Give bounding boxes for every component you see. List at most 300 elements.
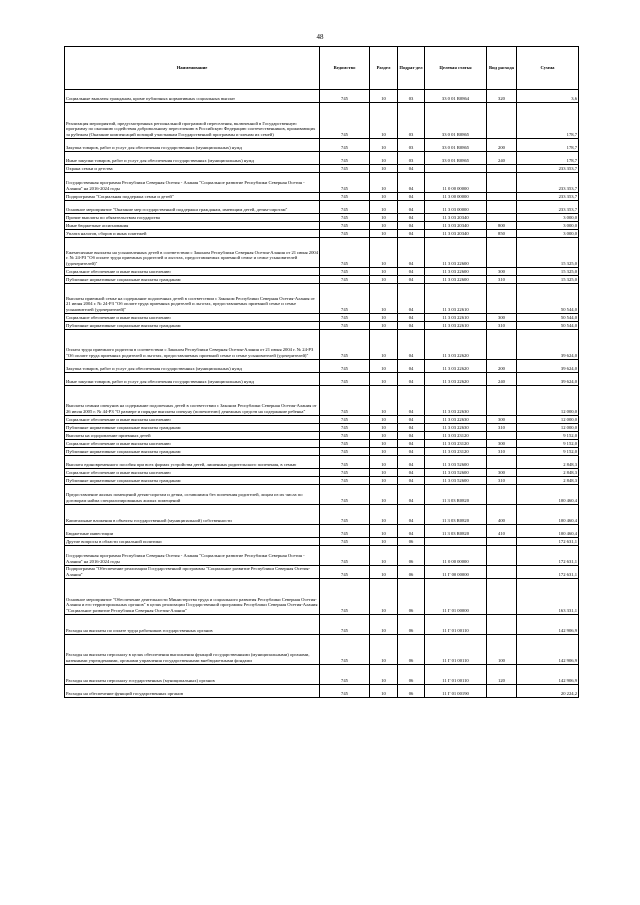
cell-name: Закупка товаров, работ и услуг для обеспечения государственных (муниципальных) нужд (65, 360, 320, 373)
cell-rz: 10 (370, 456, 398, 469)
cell-ved: 745 (320, 90, 370, 103)
cell-name: Охрана семьи и детства (65, 165, 320, 173)
table-row (65, 330, 579, 360)
cell-ved: 745 (320, 201, 370, 214)
cell-pr: 04 (398, 485, 425, 505)
cell-pr: 03 (398, 139, 425, 152)
cell-sum: 3 000,0 (517, 230, 579, 238)
cell-name: Оплата труда приемного родителя в соответствии с Законом Республики Северная Осетия-Алания от 21 июня 2004 г. № 24-РЗ "Об оплате труда приемных родителей и льготах, предоставляемых приемной семье и семье усыновителей (удочерителей)" (65, 330, 320, 360)
cell-ved: 745 (320, 386, 370, 416)
cell-name: Публичные нормативные социальные выплаты гражданам (65, 424, 320, 432)
cell-ved: 745 (320, 373, 370, 386)
cell-ved: 745 (320, 103, 370, 139)
table-row (65, 139, 579, 152)
cell-sum: 100 460,4 (517, 485, 579, 505)
cell-name: Государственная программа Республики Северная Осетия - Алания "Социальное развитие Республики Северная Осетия - Алания" на 2016-2024 годы (65, 173, 320, 193)
cell-rz: 10 (370, 276, 398, 284)
cell-sum: 3,6 (517, 90, 579, 103)
cell-pr: 06 (398, 665, 425, 685)
cell-sum: 178,7 (517, 139, 579, 152)
cell-csr (425, 538, 487, 546)
table-row (65, 469, 579, 477)
cell-csr: 11 3 03 52600 (425, 469, 487, 477)
cell-name: Расходы на выплаты персоналу в целях обеспечения выполнения функций государственными (муниципальными) органами, казенными учреждениями, органами управления государственными внебюджетными фондами (65, 635, 320, 665)
cell-name: Закупка товаров, работ и услуг для обеспечения государственных (муниципальных) нужд (65, 139, 320, 152)
cell-vr (487, 538, 517, 546)
cell-rz: 10 (370, 665, 398, 685)
table-row (65, 276, 579, 284)
cell-rz: 10 (370, 477, 398, 485)
cell-sum: 39 624,0 (517, 373, 579, 386)
cell-vr: 300 (487, 440, 517, 448)
cell-rz: 10 (370, 448, 398, 456)
table-row (65, 90, 579, 103)
cell-name: Ежемесячные выплаты на усыновленных детей в соответствии с Законом Республики Северная Осетия-Алания от 21 июня 2004 г. № 24-РЗ "Об оплате труда приемных родителей и льготах, предоставляемых приемной семье и семье усыновителей (удочерителей)" (65, 238, 320, 268)
cell-pr: 04 (398, 268, 425, 276)
cell-name: Расходы на выплаты по оплате труда работников государственных органов (65, 615, 320, 635)
cell-rz: 10 (370, 173, 398, 193)
cell-sum: 233 353,7 (517, 193, 579, 201)
cell-rz: 10 (370, 432, 398, 440)
header-sum: Сумма (517, 47, 579, 90)
cell-ved: 745 (320, 456, 370, 469)
cell-ved: 745 (320, 525, 370, 538)
cell-vr (487, 456, 517, 469)
cell-pr: 03 (398, 90, 425, 103)
cell-csr: 11 3 03 22620 (425, 360, 487, 373)
cell-vr: 800 (487, 222, 517, 230)
table-row (65, 416, 579, 424)
cell-name: Иные бюджетные ассигнования (65, 222, 320, 230)
table-row (65, 152, 579, 165)
cell-csr: 11 0 00 00000 (425, 546, 487, 566)
cell-ved: 745 (320, 635, 370, 665)
cell-vr: 400 (487, 505, 517, 525)
cell-ved: 745 (320, 615, 370, 635)
cell-csr: 11 3 03 22610 (425, 284, 487, 314)
cell-csr: 11 3 03 23120 (425, 440, 487, 448)
table-row (65, 538, 579, 546)
table-header-row (65, 47, 579, 90)
cell-vr: 300 (487, 469, 517, 477)
cell-ved: 745 (320, 440, 370, 448)
cell-ved: 745 (320, 432, 370, 440)
table-row (65, 268, 579, 276)
cell-name: Выплаты на оздоровление приемных детей (65, 432, 320, 440)
cell-vr (487, 566, 517, 579)
cell-name: Социальное обеспечение и иные выплаты населению (65, 314, 320, 322)
cell-pr: 04 (398, 193, 425, 201)
cell-name: Реализация мероприятий, предусмотренных региональной программой переселения, включенной в Государственную программу по оказанию содействия добровольному переселению в Российскую Федерацию соотечественников, проживающих за рубежом (Оказание компенсаций позиций участникам Государственной программы и членам их семей) (65, 103, 320, 139)
cell-vr: 310 (487, 424, 517, 432)
cell-csr: 11 3 03 20340 (425, 230, 487, 238)
cell-sum: 15 325,0 (517, 276, 579, 284)
cell-name: Социальные выплаты гражданам, кроме публичных нормативных социальных выплат (65, 90, 320, 103)
cell-csr: 11 3 03 R0820 (425, 505, 487, 525)
cell-vr: 100 (487, 635, 517, 665)
cell-rz: 10 (370, 538, 398, 546)
cell-pr: 04 (398, 505, 425, 525)
cell-name: Подпрограмма "Обеспечение реализации Государственной программы "Социальное развитие Республики Северная Осетия-Алания" (65, 566, 320, 579)
cell-pr: 06 (398, 566, 425, 579)
cell-sum: 39 624,0 (517, 360, 579, 373)
cell-rz: 10 (370, 635, 398, 665)
header-ved: Ведомство (320, 47, 370, 90)
cell-name: Социальное обеспечение и иные выплаты населению (65, 469, 320, 477)
budget-table (64, 46, 579, 698)
table-row (65, 165, 579, 173)
cell-ved: 745 (320, 416, 370, 424)
cell-ved: 745 (320, 579, 370, 615)
cell-csr: 11 3 03 22620 (425, 330, 487, 360)
cell-pr: 06 (398, 546, 425, 566)
cell-ved: 745 (320, 173, 370, 193)
cell-sum: 100 460,4 (517, 525, 579, 538)
cell-ved: 745 (320, 685, 370, 698)
cell-pr: 04 (398, 456, 425, 469)
cell-rz: 10 (370, 165, 398, 173)
cell-ved: 745 (320, 276, 370, 284)
cell-sum: 172 631,1 (517, 566, 579, 579)
table-row (65, 505, 579, 525)
cell-vr: 240 (487, 373, 517, 386)
cell-vr: 240 (487, 152, 517, 165)
table-row (65, 546, 579, 566)
cell-rz: 10 (370, 440, 398, 448)
cell-csr: 11 Г 01 00000 (425, 579, 487, 615)
table-row (65, 635, 579, 665)
cell-pr: 04 (398, 432, 425, 440)
cell-vr: 300 (487, 268, 517, 276)
cell-pr: 04 (398, 322, 425, 330)
cell-rz: 10 (370, 373, 398, 386)
cell-rz: 10 (370, 685, 398, 698)
cell-rz: 10 (370, 238, 398, 268)
table-row (65, 238, 579, 268)
cell-sum: 9 152,0 (517, 448, 579, 456)
table-row (65, 103, 579, 139)
cell-csr: 11 Г 01 00110 (425, 635, 487, 665)
cell-sum: 100 460,4 (517, 505, 579, 525)
cell-ved: 745 (320, 165, 370, 173)
cell-ved: 745 (320, 424, 370, 432)
cell-vr (487, 330, 517, 360)
header-vr: Вид расхода (487, 47, 517, 90)
cell-name: Предоставление жилых помещений детям-сиротам и детям, оставшимся без попечения родителей, лицам из их числа по договорам найма специализированных жилых помещений (65, 485, 320, 505)
table-row (65, 193, 579, 201)
cell-pr: 03 (398, 152, 425, 165)
table-row (65, 685, 579, 698)
cell-sum: 172 631,1 (517, 546, 579, 566)
cell-name: Выплаты приемной семье на содержание подопечных детей в соответствии с Законом Республики Северная Осетия-Алания от 21 июня 2004 г. № 24-РЗ "Об оплате труда приемных родителей и льготах, предоставляемых приемной семье и семье усыновителей (удочерителей)" (65, 284, 320, 314)
cell-csr: 33 0 01 R0864 (425, 90, 487, 103)
cell-csr: 11 3 03 R0820 (425, 525, 487, 538)
table-row (65, 665, 579, 685)
cell-pr: 04 (398, 314, 425, 322)
cell-ved: 745 (320, 538, 370, 546)
cell-sum: 50 544,0 (517, 284, 579, 314)
cell-rz: 10 (370, 424, 398, 432)
cell-name: Публичные нормативные социальные выплаты гражданам (65, 276, 320, 284)
cell-vr (487, 432, 517, 440)
cell-sum: 142 906,9 (517, 615, 579, 635)
table-row (65, 440, 579, 448)
cell-pr: 06 (398, 615, 425, 635)
cell-csr: 11 3 03 00000 (425, 201, 487, 214)
cell-sum: 233 353,7 (517, 165, 579, 173)
cell-rz: 10 (370, 322, 398, 330)
cell-csr: 11 Г 01 00110 (425, 665, 487, 685)
cell-pr: 04 (398, 330, 425, 360)
table-row (65, 485, 579, 505)
cell-ved: 745 (320, 477, 370, 485)
cell-csr: 11 3 03 22620 (425, 373, 487, 386)
cell-name: Публичные нормативные социальные выплаты гражданам (65, 448, 320, 456)
table-row (65, 322, 579, 330)
cell-sum: 9 152,0 (517, 432, 579, 440)
cell-sum: 172 631,1 (517, 538, 579, 546)
cell-csr: 11 Г 01 00110 (425, 615, 487, 635)
cell-ved: 745 (320, 268, 370, 276)
cell-csr: 11 Г 01 00190 (425, 685, 487, 698)
cell-name: Основное мероприятие "Обеспечение деятельности Министерства труда и социального развития Республики Северная Осетия-Алания и его территориальных органов" в целях реализации Государственной программы Республики Северная Осетия-Алания "Социальное развитие Республики Северная Осетия-Алания" (65, 579, 320, 615)
cell-csr: 11 0 00 00000 (425, 173, 487, 193)
cell-vr (487, 615, 517, 635)
cell-csr: 11 3 03 22630 (425, 416, 487, 424)
cell-name: Расходы на выплаты персоналу государственных (муниципальных) органов (65, 665, 320, 685)
table-row (65, 386, 579, 416)
cell-csr: 11 3 03 23120 (425, 448, 487, 456)
cell-csr (425, 165, 487, 173)
cell-rz: 10 (370, 90, 398, 103)
cell-ved: 745 (320, 322, 370, 330)
cell-sum: 50 544,0 (517, 314, 579, 322)
cell-ved: 745 (320, 222, 370, 230)
table-row (65, 173, 579, 193)
table-row (65, 477, 579, 485)
table-row (65, 525, 579, 538)
cell-name: Другие вопросы в области социальной политики (65, 538, 320, 546)
cell-sum: 39 624,0 (517, 330, 579, 360)
cell-ved: 745 (320, 314, 370, 322)
cell-sum: 15 325,0 (517, 268, 579, 276)
cell-vr (487, 685, 517, 698)
cell-sum: 3 000,0 (517, 222, 579, 230)
cell-rz: 10 (370, 485, 398, 505)
cell-vr: 300 (487, 314, 517, 322)
cell-rz: 10 (370, 222, 398, 230)
cell-rz: 10 (370, 201, 398, 214)
cell-rz: 10 (370, 546, 398, 566)
cell-pr: 04 (398, 416, 425, 424)
cell-name: Выплата единовременного пособия при всех формах устройства детей, лишенных родительского попечения, в семью (65, 456, 320, 469)
cell-vr: 120 (487, 665, 517, 685)
cell-sum: 15 325,0 (517, 238, 579, 268)
cell-sum: 142 906,9 (517, 635, 579, 665)
cell-sum: 2 848,3 (517, 477, 579, 485)
cell-vr: 300 (487, 416, 517, 424)
cell-pr: 06 (398, 635, 425, 665)
cell-vr (487, 284, 517, 314)
table-row (65, 284, 579, 314)
cell-pr: 06 (398, 685, 425, 698)
cell-pr: 04 (398, 214, 425, 222)
cell-pr: 03 (398, 103, 425, 139)
cell-rz: 10 (370, 360, 398, 373)
cell-sum: 12 000,0 (517, 386, 579, 416)
cell-csr: 11 3 03 20340 (425, 214, 487, 222)
cell-ved: 745 (320, 448, 370, 456)
cell-pr: 04 (398, 448, 425, 456)
cell-sum: 3 000,0 (517, 214, 579, 222)
cell-pr: 04 (398, 173, 425, 193)
cell-sum: 2 848,3 (517, 469, 579, 477)
cell-csr: 11 Г 00 00000 (425, 566, 487, 579)
cell-rz: 10 (370, 525, 398, 538)
cell-vr: 200 (487, 360, 517, 373)
cell-pr: 04 (398, 201, 425, 214)
cell-ved: 745 (320, 566, 370, 579)
cell-rz: 10 (370, 103, 398, 139)
cell-sum: 9 152,0 (517, 440, 579, 448)
cell-sum: 163 331,1 (517, 579, 579, 615)
cell-name: Подпрограмма "Социальная поддержка семьи и детей" (65, 193, 320, 201)
cell-sum: 12 000,0 (517, 416, 579, 424)
cell-pr: 04 (398, 360, 425, 373)
table-body (65, 90, 579, 698)
cell-name: Социальное обеспечение и иные выплаты населению (65, 416, 320, 424)
page-number: 48 (316, 33, 324, 41)
cell-vr: 320 (487, 90, 517, 103)
cell-name: Иные закупки товаров, работ и услуг для обеспечения государственных (муниципальных) нужд (65, 373, 320, 386)
cell-name: Публичные нормативные социальные выплаты гражданам (65, 477, 320, 485)
cell-name: Уплата налогов, сборов и иных платежей (65, 230, 320, 238)
table-row (65, 424, 579, 432)
cell-pr: 04 (398, 424, 425, 432)
cell-rz: 10 (370, 386, 398, 416)
header-csr: Целевая статья (425, 47, 487, 90)
table-row (65, 214, 579, 222)
cell-name: Капитальные вложения в объекты государственной (муниципальной) собственности (65, 505, 320, 525)
cell-ved: 745 (320, 238, 370, 268)
cell-name: Социальное обеспечение и иные выплаты населению (65, 440, 320, 448)
table-row (65, 566, 579, 579)
cell-pr: 04 (398, 386, 425, 416)
cell-vr: 310 (487, 477, 517, 485)
cell-ved: 745 (320, 665, 370, 685)
cell-sum: 50 544,0 (517, 322, 579, 330)
cell-ved: 745 (320, 230, 370, 238)
cell-pr: 04 (398, 525, 425, 538)
cell-pr: 04 (398, 276, 425, 284)
cell-ved: 745 (320, 152, 370, 165)
cell-vr (487, 165, 517, 173)
cell-rz: 10 (370, 469, 398, 477)
cell-pr: 04 (398, 440, 425, 448)
cell-csr: 11 3 03 22600 (425, 276, 487, 284)
cell-csr: 11 3 03 52600 (425, 456, 487, 469)
cell-name: Прочие выплаты по обязательствам государства (65, 214, 320, 222)
cell-ved: 745 (320, 214, 370, 222)
cell-rz: 10 (370, 193, 398, 201)
cell-name: Государственная программа Республики Северная Осетия - Алания "Социальное развитие Республики Северная Осетия - Алания" на 2016-2024 годы (65, 546, 320, 566)
cell-vr (487, 201, 517, 214)
cell-csr: 11 3 00 00000 (425, 193, 487, 201)
cell-ved: 745 (320, 193, 370, 201)
cell-csr: 11 3 03 22610 (425, 314, 487, 322)
cell-csr: 33 0 01 R0865 (425, 139, 487, 152)
cell-pr: 04 (398, 230, 425, 238)
cell-ved: 745 (320, 284, 370, 314)
cell-ved: 745 (320, 139, 370, 152)
cell-name: Расходы на обеспечение функций государственных органов (65, 685, 320, 698)
cell-ved: 745 (320, 505, 370, 525)
cell-csr: 11 3 03 22600 (425, 238, 487, 268)
cell-sum: 2 848,3 (517, 456, 579, 469)
header-razdel: Раздел (370, 47, 398, 90)
cell-rz: 10 (370, 139, 398, 152)
table-row (65, 314, 579, 322)
cell-csr: 11 3 03 22630 (425, 424, 487, 432)
cell-pr: 04 (398, 222, 425, 230)
cell-sum: 178,7 (517, 152, 579, 165)
cell-name: Основное мероприятие "Оказание мер государственной поддержки гражданам, имеющим детей, детям-сиротам" (65, 201, 320, 214)
cell-csr: 11 3 03 20340 (425, 222, 487, 230)
cell-vr (487, 238, 517, 268)
cell-rz: 10 (370, 579, 398, 615)
cell-sum: 233 353,7 (517, 201, 579, 214)
cell-ved: 745 (320, 330, 370, 360)
cell-vr: 200 (487, 139, 517, 152)
cell-rz: 10 (370, 566, 398, 579)
table-row (65, 222, 579, 230)
cell-vr: 310 (487, 276, 517, 284)
cell-vr: 310 (487, 322, 517, 330)
cell-csr: 33 0 01 R0865 (425, 152, 487, 165)
table-row (65, 230, 579, 238)
cell-rz: 10 (370, 416, 398, 424)
cell-csr: 11 3 03 52600 (425, 477, 487, 485)
cell-csr: 11 3 03 R0820 (425, 485, 487, 505)
header-podrazdel: Подраз-дел (398, 47, 425, 90)
cell-rz: 10 (370, 214, 398, 222)
cell-name: Выплаты семьям опекунов на содержание подопечных детей в соответствии с Законом Республики Северная Осетия-Алания от 26 июля 2005 г. № 44-РЗ "О размере и порядке выплаты опекуну (попечителю) денежных средств на содержание ребенка" (65, 386, 320, 416)
table-row (65, 432, 579, 440)
cell-sum: 142 906,9 (517, 665, 579, 685)
cell-rz: 10 (370, 314, 398, 322)
cell-ved: 745 (320, 469, 370, 477)
cell-csr: 11 3 03 22610 (425, 322, 487, 330)
cell-csr: 11 3 03 22600 (425, 268, 487, 276)
table-row (65, 360, 579, 373)
cell-sum: 20 224,2 (517, 685, 579, 698)
cell-name: Иные закупки товаров, работ и услуг для обеспечения государственных (муниципальных) нужд (65, 152, 320, 165)
cell-csr: 11 3 03 22630 (425, 386, 487, 416)
table-row (65, 448, 579, 456)
cell-rz: 10 (370, 330, 398, 360)
cell-vr (487, 193, 517, 201)
cell-sum: 233 353,7 (517, 173, 579, 193)
cell-pr: 04 (398, 373, 425, 386)
cell-vr (487, 173, 517, 193)
cell-vr: 310 (487, 448, 517, 456)
cell-pr: 04 (398, 238, 425, 268)
table-row (65, 456, 579, 469)
cell-rz: 10 (370, 284, 398, 314)
cell-vr (487, 386, 517, 416)
cell-pr: 04 (398, 477, 425, 485)
cell-ved: 745 (320, 360, 370, 373)
